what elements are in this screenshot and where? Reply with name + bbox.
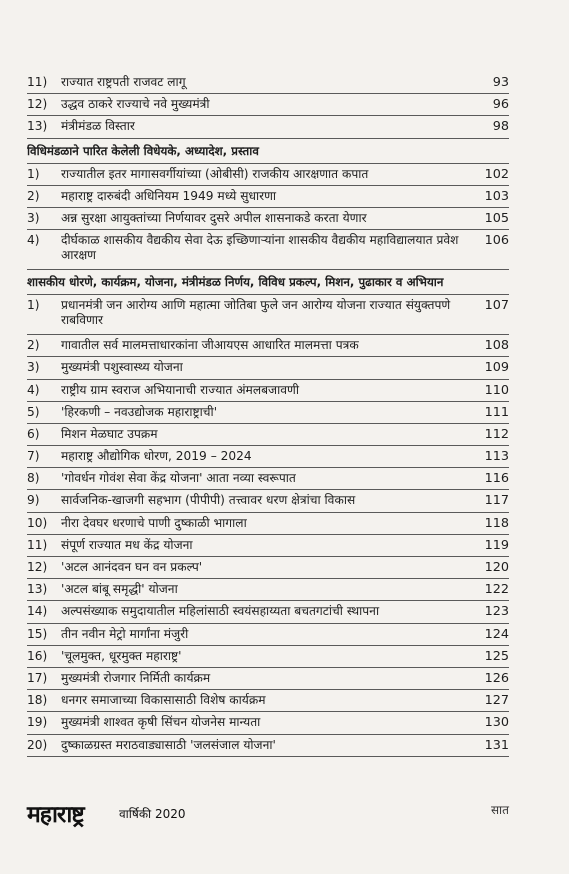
entry-title: 'हिरकणी – नवउद्योजक महाराष्ट्राची'	[61, 404, 218, 419]
entry-page-number: 107	[484, 298, 509, 314]
toc-entry	[27, 690, 509, 712]
toc-entry	[27, 668, 509, 690]
entry-number: 8)	[27, 471, 40, 486]
entry-page-number: 131	[484, 737, 509, 753]
entry-number: 5)	[27, 404, 40, 419]
entry-page-number: 125	[484, 648, 509, 664]
entry-title: मुख्यमंत्री पशुस्वास्थ्य योजना	[61, 360, 183, 375]
entry-page-number: 93	[492, 75, 509, 90]
entry-title: धनगर समाजाच्या विकासासाठी विशेष कार्यक्रम	[61, 693, 266, 708]
entry-number: 1)	[27, 298, 40, 313]
toc-top-list	[27, 72, 509, 139]
entry-title: संपूर्ण राज्यात मध केंद्र योजना	[61, 537, 193, 552]
entry-title: अन्न सुरक्षा आयुक्तांच्या निर्णयावर दुसरे अपील शासनाकडे करता येणार	[61, 210, 367, 225]
toc-entry	[27, 735, 509, 757]
toc-entry	[27, 557, 509, 579]
toc-entry	[27, 295, 509, 335]
entry-number: 13)	[27, 582, 48, 597]
toc-entry	[27, 490, 509, 512]
toc-entry	[27, 535, 509, 557]
toc-entry	[27, 424, 509, 446]
entry-page-number: 98	[492, 119, 509, 135]
entry-title: अल्पसंख्याक समुदायातील महिलांसाठी स्वयंसहाय्यता बचतगटांची स्थापना	[61, 604, 380, 619]
entry-title: दीर्घकाळ शासकीय वैद्यकीय सेवा देऊ इच्छिणाऱ्यांना शासकीय वैद्यकीय महाविद्यालयात प्रवेश आरक्षण	[61, 233, 459, 263]
entry-number: 11)	[27, 75, 48, 89]
entry-title: मिशन मेळघाट उपक्रम	[61, 426, 158, 441]
entry-number: 13)	[27, 119, 48, 134]
entry-title: सार्वजनिक-खाजगी सहभाग (पीपीपी) तत्त्वावर धरण क्षेत्रांचा विकास	[61, 493, 356, 508]
entry-title: गावातील सर्व मालमत्ताधारकांना जीआयएस आधारित मालमत्ता पत्रक	[61, 338, 359, 353]
section-heading-legislation: विधिमंडळाने पारित केलेली विधेयके, अध्यादेश, प्रस्ताव	[27, 139, 509, 164]
entry-title: राज्यातील इतर मागासवर्गीयांच्या (ओबीसी) राजकीय आरक्षणात कपात	[61, 166, 369, 181]
entry-title: मुख्यमंत्री शाश्वत कृषी सिंचन योजनेस मान्यता	[61, 715, 261, 730]
entry-page-number: 105	[484, 210, 509, 226]
toc-entry	[27, 380, 509, 402]
page-label: सात	[490, 803, 509, 817]
entry-title: राज्यात राष्ट्रपती राजवट लागू	[61, 75, 186, 89]
entry-title: दुष्काळग्रस्त मराठवाड्यासाठी 'जलसंजाल योजना'	[61, 737, 276, 752]
entry-title: नीरा देवघर धरणाचे पाणी दुष्काळी भागाला	[61, 515, 247, 530]
entry-page-number: 120	[484, 560, 509, 575]
toc-entry	[27, 357, 509, 379]
entry-title: महाराष्ट्र दारुबंदी अधिनियम 1949 मध्ये सुधारणा	[61, 188, 277, 203]
toc-entry	[27, 446, 509, 468]
entry-number: 10)	[27, 515, 48, 530]
toc-entry	[27, 468, 509, 490]
entry-title: तीन नवीन मेट्रो मार्गांना मंजुरी	[61, 626, 189, 641]
entry-page-number: 102	[484, 166, 509, 182]
entry-page-number: 126	[484, 670, 509, 686]
entry-page-number: 116	[484, 471, 509, 487]
entry-title: उद्धव ठाकरे राज्याचे नवे मुख्यमंत्री	[61, 97, 210, 112]
toc-entry	[27, 116, 509, 138]
entry-number: 19)	[27, 715, 48, 730]
entry-number: 17)	[27, 670, 48, 685]
toc-entry	[27, 186, 509, 208]
entry-title: राष्ट्रीय ग्राम स्वराज अभियानाची राज्यात अंमलबजावणी	[61, 382, 300, 397]
toc-entry	[27, 646, 509, 668]
entry-number: 20)	[27, 737, 48, 752]
toc-entry	[27, 94, 509, 116]
entry-page-number: 130	[484, 715, 509, 731]
entry-number: 16)	[27, 648, 48, 663]
entry-page-number: 108	[484, 338, 509, 354]
entry-number: 3)	[27, 210, 40, 225]
entry-title: 'गोवर्धन गोवंश सेवा केंद्र योजना' आता नव्या स्वरूपात	[61, 471, 296, 486]
entry-page-number: 110	[484, 382, 509, 398]
entry-number: 11)	[27, 537, 48, 552]
entry-title: 'अटल आनंदवन घन वन प्रकल्प'	[61, 560, 203, 574]
entry-page-number: 96	[492, 97, 509, 113]
toc-section1-list	[27, 164, 509, 271]
magazine-subtitle: वार्षिकी 2020	[119, 807, 186, 821]
entry-title: मुख्यमंत्री रोजगार निर्मिती कार्यक्रम	[61, 670, 211, 685]
entry-title: 'चूलमुक्त, धूरमुक्त महाराष्ट्र'	[61, 648, 182, 663]
toc-entry	[27, 72, 509, 94]
toc-entry	[27, 601, 509, 623]
entry-page-number: 111	[484, 404, 509, 420]
entry-page-number: 124	[484, 626, 509, 642]
entry-number: 15)	[27, 626, 48, 641]
toc-entry	[27, 579, 509, 601]
entry-number: 6)	[27, 426, 40, 441]
entry-number: 7)	[27, 449, 40, 464]
toc-entry	[27, 402, 509, 424]
entry-page-number: 123	[484, 604, 509, 620]
entry-number: 3)	[27, 360, 40, 375]
section-heading-policies: शासकीय धोरणे, कार्यक्रम, योजना, मंत्रीमंडळ निर्णय, विविध प्रकल्प, मिशन, पुढाकार व अभियान	[27, 270, 509, 295]
entry-page-number: 127	[484, 693, 509, 709]
toc-entry	[27, 712, 509, 734]
entry-title: महाराष्ट्र औद्योगिक धोरण, 2019 – 2024	[61, 449, 252, 464]
toc-entry	[27, 208, 509, 230]
entry-page-number: 103	[484, 188, 509, 204]
entry-page-number: 118	[484, 515, 509, 531]
entry-title: 'अटल बांबू समृद्धी' योजना	[61, 582, 178, 597]
toc-entry	[27, 230, 509, 270]
entry-number: 9)	[27, 493, 40, 508]
entry-number: 2)	[27, 188, 40, 203]
entry-page-number: 119	[484, 537, 509, 553]
entry-number: 14)	[27, 604, 48, 619]
entry-number: 4)	[27, 233, 40, 248]
toc-entry	[27, 513, 509, 535]
entry-number: 12)	[27, 560, 48, 574]
magazine-logo: महाराष्ट्र	[27, 801, 84, 828]
toc-section2-list	[27, 295, 509, 757]
toc-entry	[27, 624, 509, 646]
table-of-contents	[27, 72, 509, 757]
entry-title: मंत्रीमंडळ विस्तार	[61, 119, 135, 134]
entry-page-number: 113	[484, 449, 509, 465]
entry-number: 18)	[27, 693, 48, 708]
entry-page-number: 117	[484, 493, 509, 509]
entry-number: 1)	[27, 166, 40, 181]
entry-page-number: 122	[484, 582, 509, 598]
page-footer	[27, 797, 509, 827]
entry-number: 2)	[27, 338, 40, 353]
toc-entry	[27, 164, 509, 186]
entry-page-number: 109	[484, 360, 509, 376]
entry-page-number: 112	[484, 426, 509, 442]
entry-page-number: 106	[484, 233, 509, 249]
toc-entry	[27, 335, 509, 357]
entry-title: प्रधानमंत्री जन आरोग्य आणि महात्मा जोतिबा फुले जन आरोग्य योजना राज्यात संयुक्तपणे राबविणार	[61, 298, 451, 328]
entry-number: 4)	[27, 382, 40, 397]
entry-number: 12)	[27, 97, 48, 112]
